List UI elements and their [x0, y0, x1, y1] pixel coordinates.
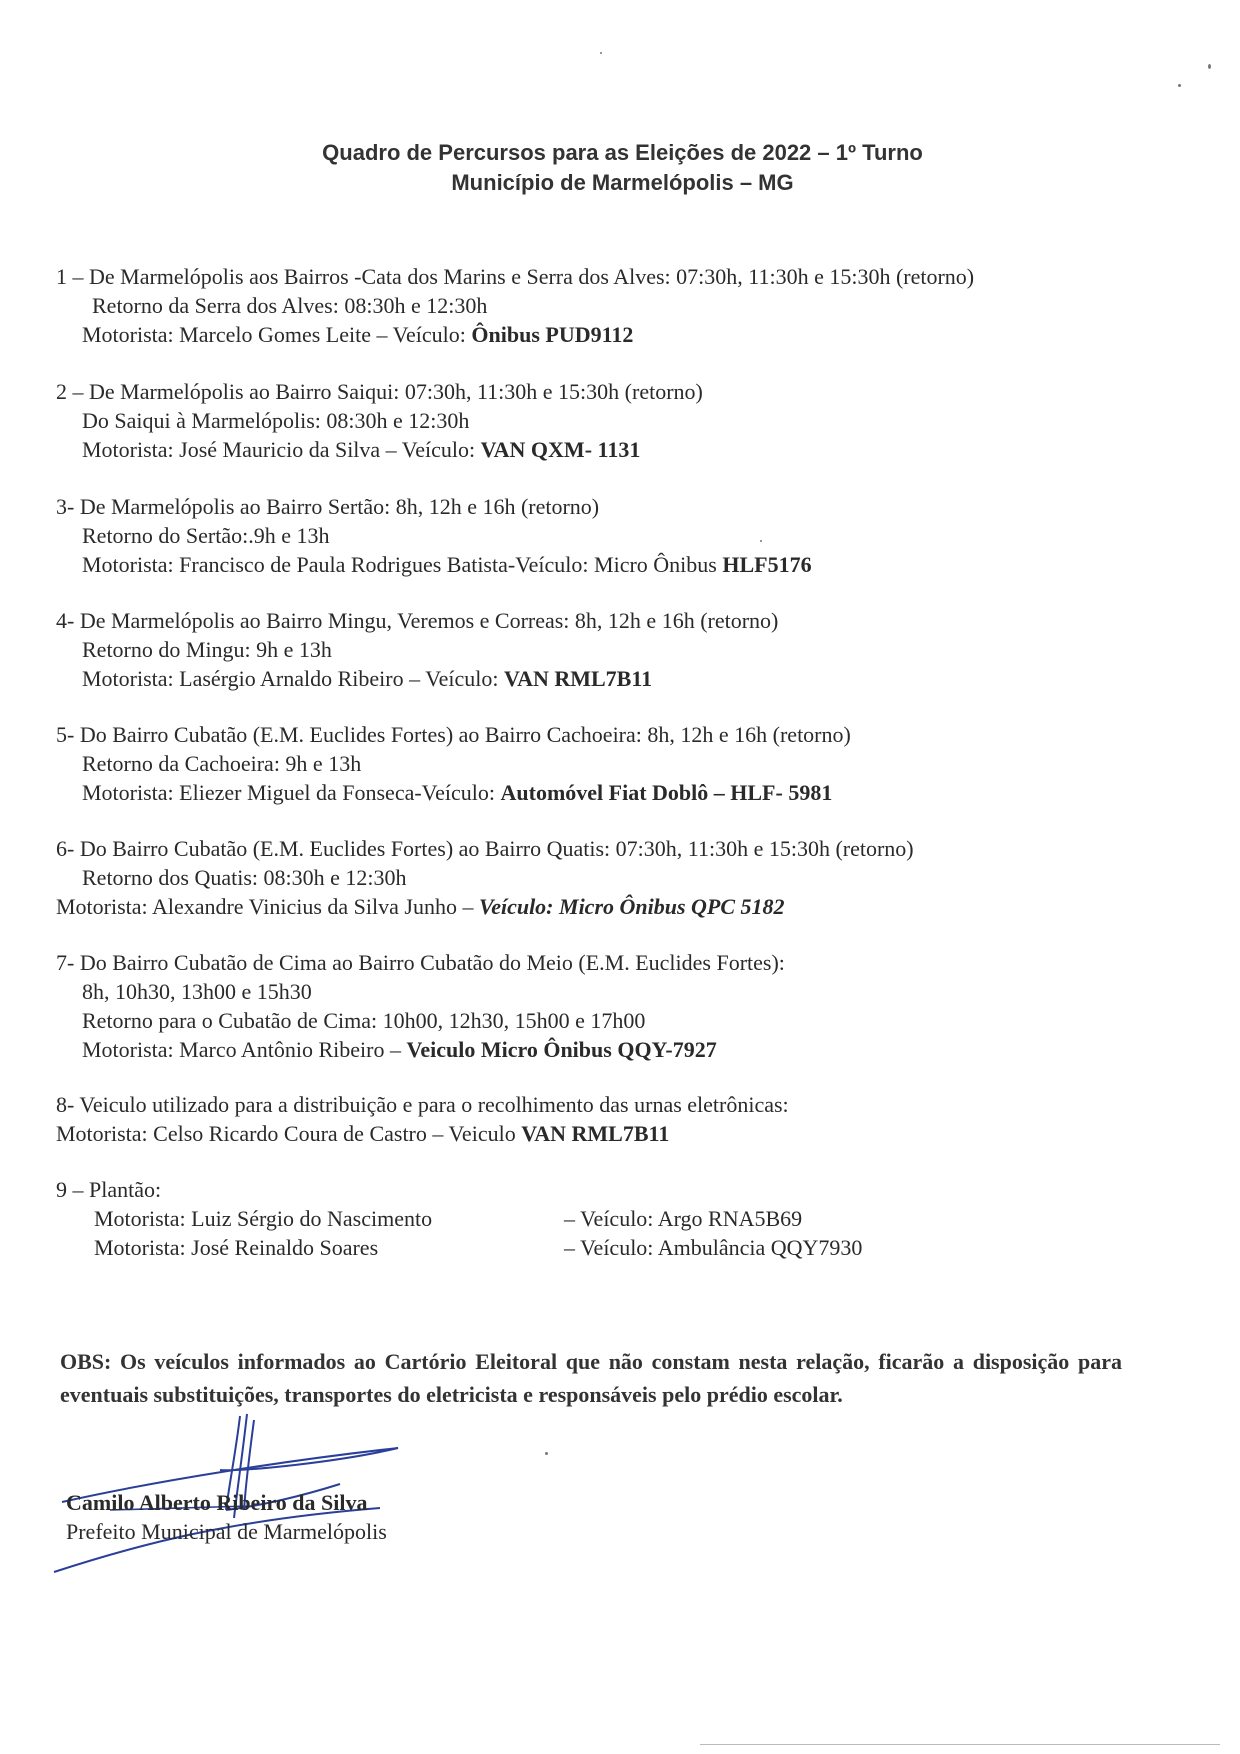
- obs-note: OBS: Os veículos informados ao Cartório Eleitoral que não constam nesta relação, ficarão a disposição para eventuais substituições, transportes do eletricista e responsáveis pelo prédio escolar.: [60, 1349, 1122, 1407]
- scan-speck: [1208, 64, 1211, 69]
- driver-line: [56, 892, 1136, 921]
- driver-line: [56, 550, 1136, 579]
- title-block: [0, 138, 1240, 198]
- driver-text: Motorista: Alexandre Vinicius da Silva Junho –: [56, 894, 479, 919]
- signatory-role: Prefeito Municipal de Marmelópolis: [66, 1519, 387, 1544]
- scan-speck: [600, 52, 602, 54]
- driver-text: Motorista: Lasérgio Arnaldo Ribeiro – Veículo:: [82, 666, 505, 691]
- times-line: 8h, 10h30, 13h00 e 15h30: [82, 979, 312, 1004]
- driver-line: [56, 435, 1136, 464]
- route-line: 5- Do Bairro Cubatão (E.M. Euclides Fortes) ao Bairro Cachoeira: 8h, 12h e 16h (retorno): [56, 722, 851, 747]
- plantao-vehicle: – Veículo: Argo RNA5B69: [564, 1206, 803, 1231]
- driver-text: Motorista: Francisco de Paula Rodrigues Batista-Veículo: Micro Ônibus: [82, 552, 723, 577]
- return-line: Retorno do Sertão:.9h e 13h: [82, 523, 330, 548]
- vehicle-text: VAN RML7B11: [504, 666, 653, 691]
- return-line: Do Saiqui à Marmelópolis: 08:30h e 12:30h: [82, 408, 470, 433]
- route-line: 2 – De Marmelópolis ao Bairro Saiqui: 07:30h, 11:30h e 15:30h (retorno): [56, 379, 703, 404]
- vehicle-text: Veículo: Micro Ônibus QPC 5182: [478, 894, 785, 919]
- vehicle-text: Veiculo Micro Ônibus QQY-7927: [406, 1037, 717, 1062]
- scan-speck: [545, 1452, 548, 1455]
- driver-text: Motorista: José Mauricio da Silva – Veículo:: [82, 437, 481, 462]
- plantao-heading: 9 – Plantão:: [56, 1177, 162, 1202]
- route-item-6: [56, 834, 1136, 921]
- driver-text: Motorista: Marco Antônio Ribeiro –: [82, 1037, 407, 1062]
- plantao-row: [56, 1233, 1136, 1262]
- page-title: Quadro de Percursos para as Eleições de 2022 – 1º Turno: [322, 140, 923, 165]
- route-item-8: [56, 1090, 1136, 1148]
- driver-line: [56, 664, 1136, 693]
- return-line: Retorno da Cachoeira: 9h e 13h: [82, 751, 362, 776]
- scan-speck: [1178, 84, 1181, 87]
- vehicle-text: VAN RML7B11: [521, 1121, 670, 1146]
- plantao-driver: Motorista: Luiz Sérgio do Nascimento: [94, 1206, 433, 1231]
- driver-text: Motorista: Celso Ricardo Coura de Castro – Veiculo: [56, 1121, 522, 1146]
- route-item-3: [56, 492, 1136, 579]
- route-line: 8- Veiculo utilizado para a distribuição e para o recolhimento das urnas eletrônicas:: [56, 1092, 789, 1117]
- driver-line: [56, 1035, 1136, 1064]
- driver-line: [56, 1119, 1136, 1148]
- route-line: 7- Do Bairro Cubatão de Cima ao Bairro Cubatão do Meio (E.M. Euclides Fortes):: [56, 950, 785, 975]
- driver-text: Motorista: Eliezer Miguel da Fonseca-Veículo:: [82, 780, 501, 805]
- plantao-vehicle: – Veículo: Ambulância QQY7930: [564, 1235, 863, 1260]
- return-line: Retorno do Mingu: 9h e 13h: [82, 637, 332, 662]
- route-line: 6- Do Bairro Cubatão (E.M. Euclides Fortes) ao Bairro Quatis: 07:30h, 11:30h e 15:30h (retorno): [56, 836, 914, 861]
- driver-line: [56, 778, 1136, 807]
- route-item-4: [56, 606, 1136, 693]
- plantao-driver: Motorista: José Reinaldo Soares: [94, 1235, 379, 1260]
- route-item-1: [56, 262, 1136, 349]
- scan-speck: [760, 540, 762, 542]
- signatory-name: Camilo Alberto Ribeiro da Silva: [66, 1490, 368, 1515]
- return-line: Retorno para o Cubatão de Cima: 10h00, 12h30, 15h00 e 17h00: [82, 1008, 646, 1033]
- return-line: Retorno dos Quatis: 08:30h e 12:30h: [82, 865, 407, 890]
- route-item-2: [56, 377, 1136, 464]
- route-item-5: [56, 720, 1136, 807]
- vehicle-text: Automóvel Fiat Doblô – HLF- 5981: [500, 780, 833, 805]
- scan-edge-line: [700, 1744, 1220, 1745]
- vehicle-text: VAN QXM- 1131: [480, 437, 641, 462]
- driver-line: [56, 320, 1136, 349]
- route-line: 3- De Marmelópolis ao Bairro Sertão: 8h, 12h e 16h (retorno): [56, 494, 600, 519]
- route-line: 1 – De Marmelópolis aos Bairros -Cata dos Marins e Serra dos Alves: 07:30h, 11:30h e 15:30h (retorno): [56, 264, 975, 289]
- driver-text: Motorista: Marcelo Gomes Leite – Veículo:: [82, 322, 472, 347]
- route-line: 4- De Marmelópolis ao Bairro Mingu, Veremos e Correas: 8h, 12h e 16h (retorno): [56, 608, 779, 633]
- plantao-section: [56, 1175, 1136, 1262]
- route-item-7: [56, 948, 1136, 1064]
- vehicle-text: HLF5176: [722, 552, 812, 577]
- plantao-row: [56, 1204, 1136, 1233]
- return-line: Retorno da Serra dos Alves: 08:30h e 12:30h: [92, 293, 488, 318]
- vehicle-text: Ônibus PUD9112: [471, 322, 634, 347]
- page-subtitle: Município de Marmelópolis – MG: [451, 170, 794, 195]
